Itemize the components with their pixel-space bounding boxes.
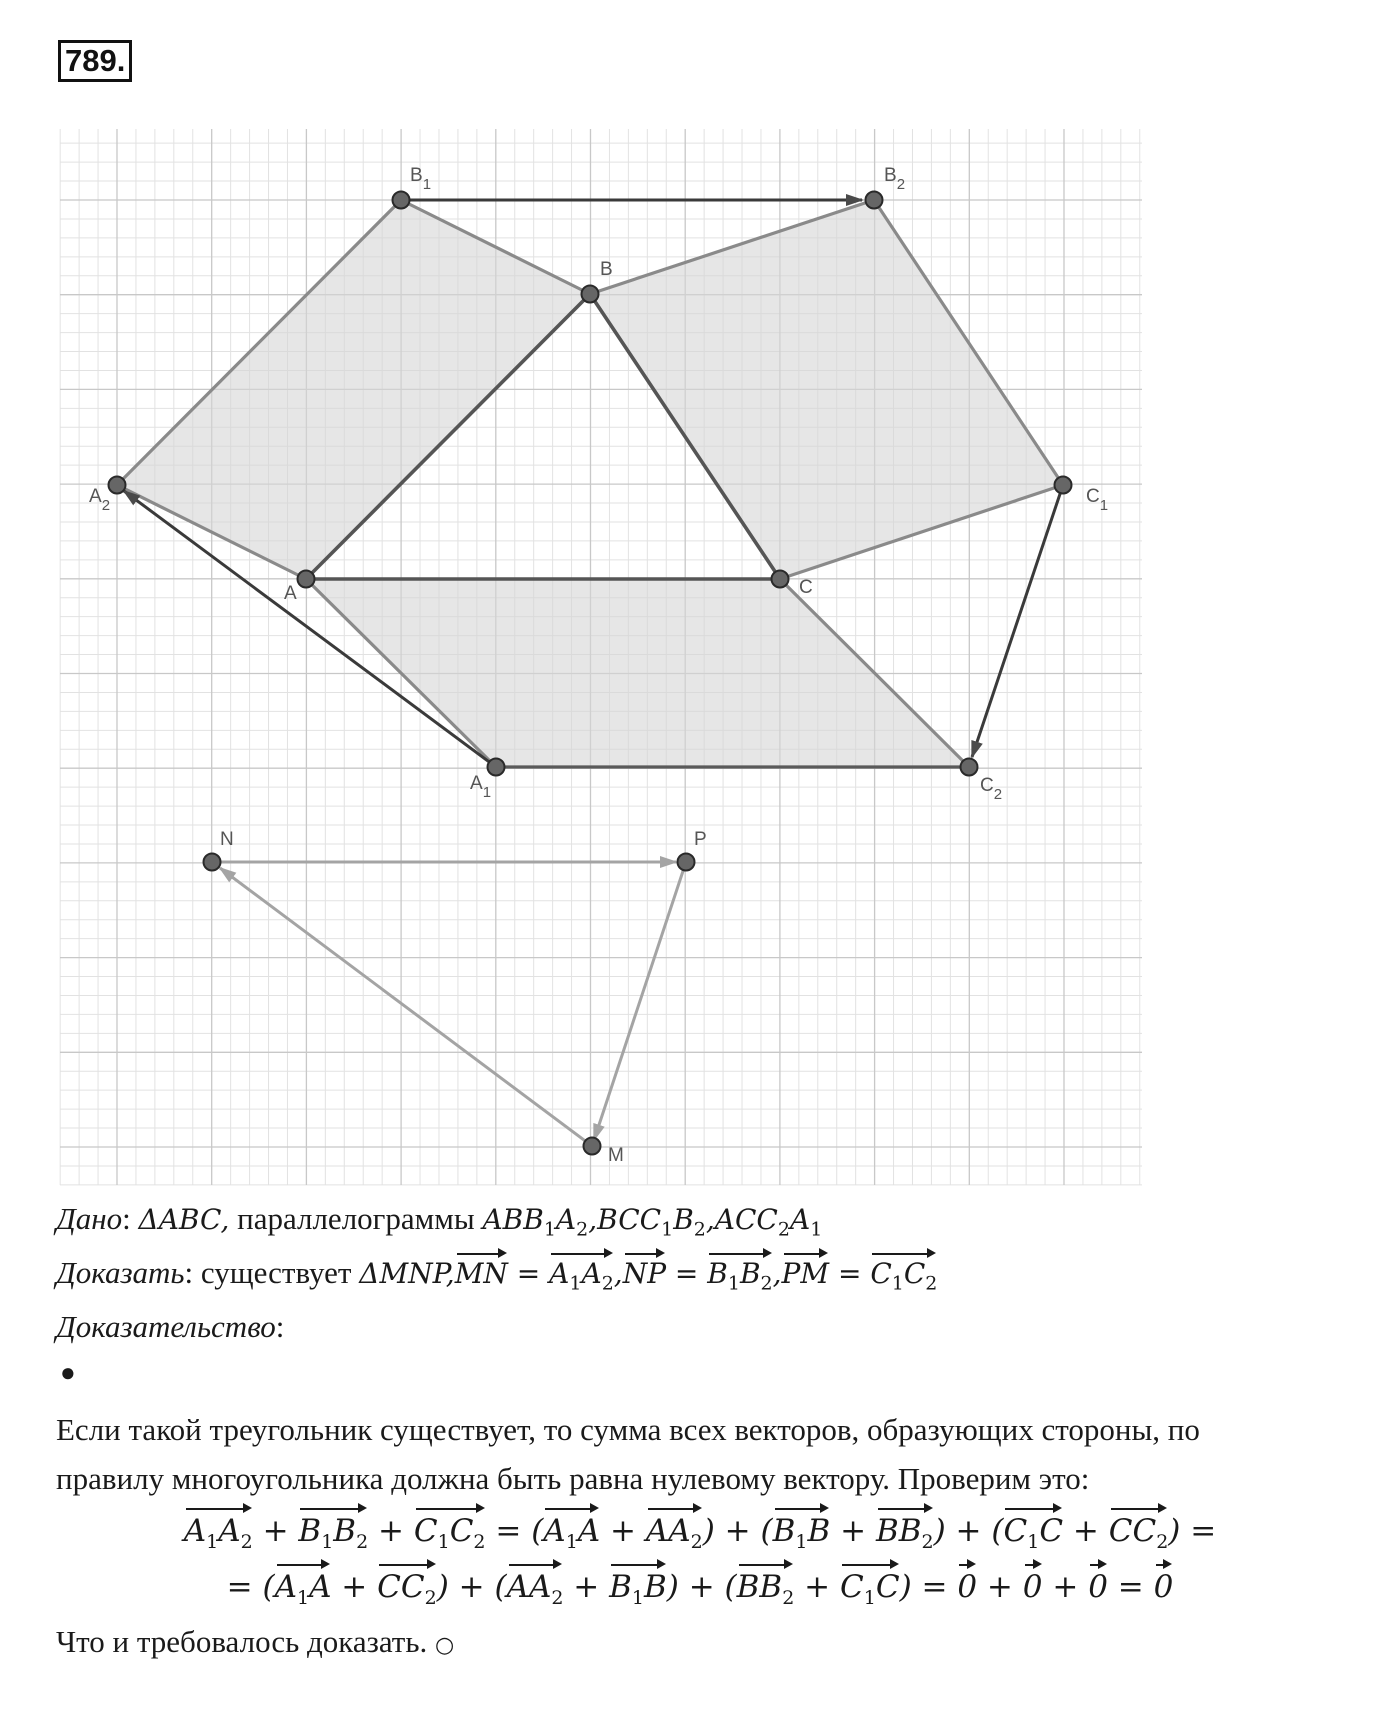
- point-C2: [961, 759, 978, 776]
- label-P: P: [694, 829, 707, 850]
- vector-C1-C2: [972, 485, 1063, 757]
- label-B1: $B_1$: [410, 165, 432, 193]
- label-A1: $A_1$: [470, 773, 492, 801]
- problem-number: 789.: [58, 40, 132, 82]
- label-B2: $B_2$: [884, 165, 906, 193]
- point-P: [678, 854, 695, 871]
- given-parallelogram-1: $ABB_1A_2,BCC_1B_2,ACC_2A_1$: [482, 1203, 823, 1241]
- parallelogram-ACC2A1: [306, 579, 969, 767]
- given-line: [56, 1199, 822, 1250]
- given-triangle: ΔABC: [138, 1203, 221, 1236]
- given-colon: :: [122, 1201, 139, 1236]
- point-M: [584, 1138, 601, 1155]
- label-C: C: [799, 577, 813, 598]
- vector-M-N: [220, 868, 592, 1146]
- given-comma: ,: [220, 1203, 230, 1236]
- vector-P-M: [594, 862, 686, 1140]
- prove-colon: :: [184, 1255, 201, 1290]
- point-A: [298, 571, 315, 588]
- proof-paragraph-line-1: Если такой треугольник существует, то сумма всех векторов, образующих стороны, по: [56, 1412, 1200, 1447]
- proof-heading: [56, 1307, 284, 1347]
- given-word: параллелограммы: [229, 1201, 483, 1236]
- point-A1: [488, 759, 505, 776]
- proof-label: Доказательство: [56, 1309, 276, 1344]
- point-C: [772, 571, 789, 588]
- point-N: [204, 854, 221, 871]
- label-A2: $A_2$: [89, 486, 111, 514]
- point-A2: [109, 477, 126, 494]
- label-A: A: [284, 583, 297, 604]
- prove-line: [56, 1253, 937, 1304]
- prove-statement: $\Delta MNP,MN = A_1A_2,NP = B_1B_2,PM = C_1C_2$: [359, 1257, 937, 1290]
- conclusion-text: Что и требовалось доказать.: [56, 1624, 428, 1659]
- point-B: [582, 286, 599, 303]
- equation-line-1: $A_1A_2 + B_1B_2 + C_1C_2 = (A_1A + AA_2) + (B_1B + BB_2) + (C_1C + CC_2)$ =: [0, 1509, 1400, 1564]
- label-C2: $C_2$: [980, 775, 1003, 803]
- conclusion-line: [56, 1622, 454, 1666]
- label-B: B: [600, 259, 613, 280]
- proof-paragraph-line-2: правилу многоугольника должна быть равна нулевому вектору. Проверим это:: [56, 1461, 1090, 1496]
- point-B2: [866, 192, 883, 209]
- point-C1: [1055, 477, 1072, 494]
- point-B1: [393, 192, 410, 209]
- label-C1: $C_1$: [1086, 486, 1109, 514]
- label-M: M: [608, 1145, 624, 1166]
- proof-colon: :: [275, 1309, 285, 1344]
- prove-label: Доказать: [56, 1255, 185, 1290]
- bullet-marker: ●: [60, 1358, 76, 1387]
- given-label: Дано: [56, 1201, 123, 1236]
- equation-line-2: = $(A_1A + CC_2) + (AA_2 + B_1B) + (BB_2 + C_1C) = 0 + 0 + 0 = 0$: [0, 1565, 1400, 1620]
- prove-word: существует: [200, 1255, 360, 1290]
- label-N: N: [220, 829, 234, 850]
- end-of-proof-mark: ○: [435, 1633, 455, 1658]
